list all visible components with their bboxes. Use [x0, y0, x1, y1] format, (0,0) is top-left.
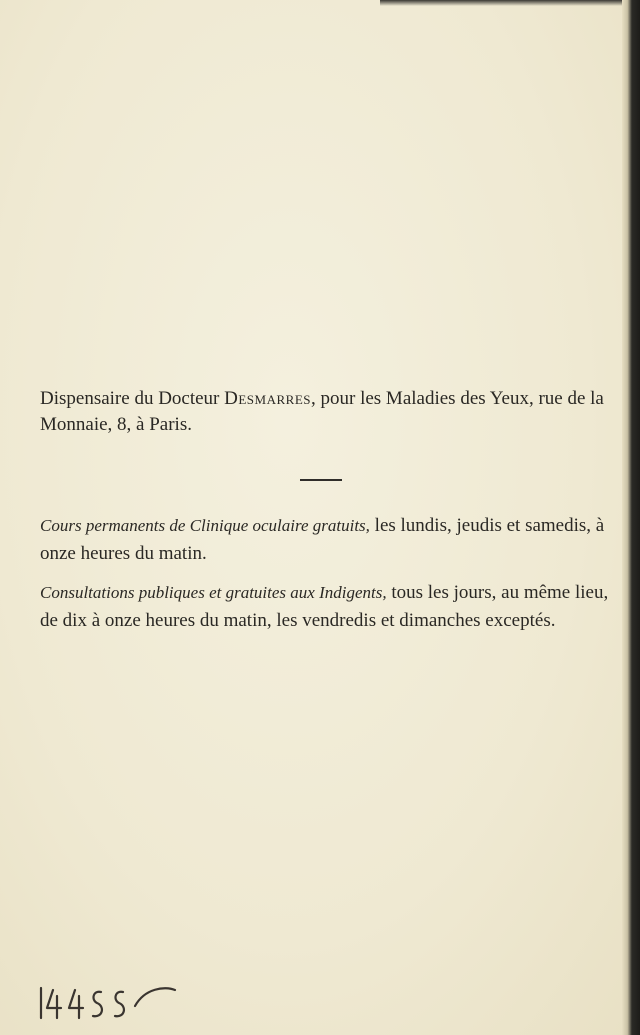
handwritten-mark: [35, 978, 185, 1022]
doctor-name: Desmarres: [224, 388, 311, 409]
page-binding-edge: [622, 0, 640, 1035]
consultations-paragraph: [40, 579, 620, 635]
courses-label: Cours permanents de Clinique oculaire gratuits,: [40, 516, 370, 535]
consultations-text: tous les jours, au même lieu, de dix à onze heures du matin, les vendredis et dimanches exceptés.: [40, 582, 609, 631]
separator-rule: [300, 479, 342, 481]
dispensary-header: [40, 386, 620, 438]
consultations-label: Consultations publiques et gratuites aux Indigents,: [40, 583, 387, 602]
courses-paragraph: [40, 512, 620, 568]
courses-text: les lundis, jeudis et samedis, à onze heures du matin.: [40, 515, 605, 564]
header-text-end: , pour les Maladies des Yeux, rue de la Monnaie, 8, à Paris.: [40, 388, 604, 435]
page-top-edge: [380, 0, 640, 6]
header-text-start: Dispensaire du Docteur: [40, 388, 225, 409]
